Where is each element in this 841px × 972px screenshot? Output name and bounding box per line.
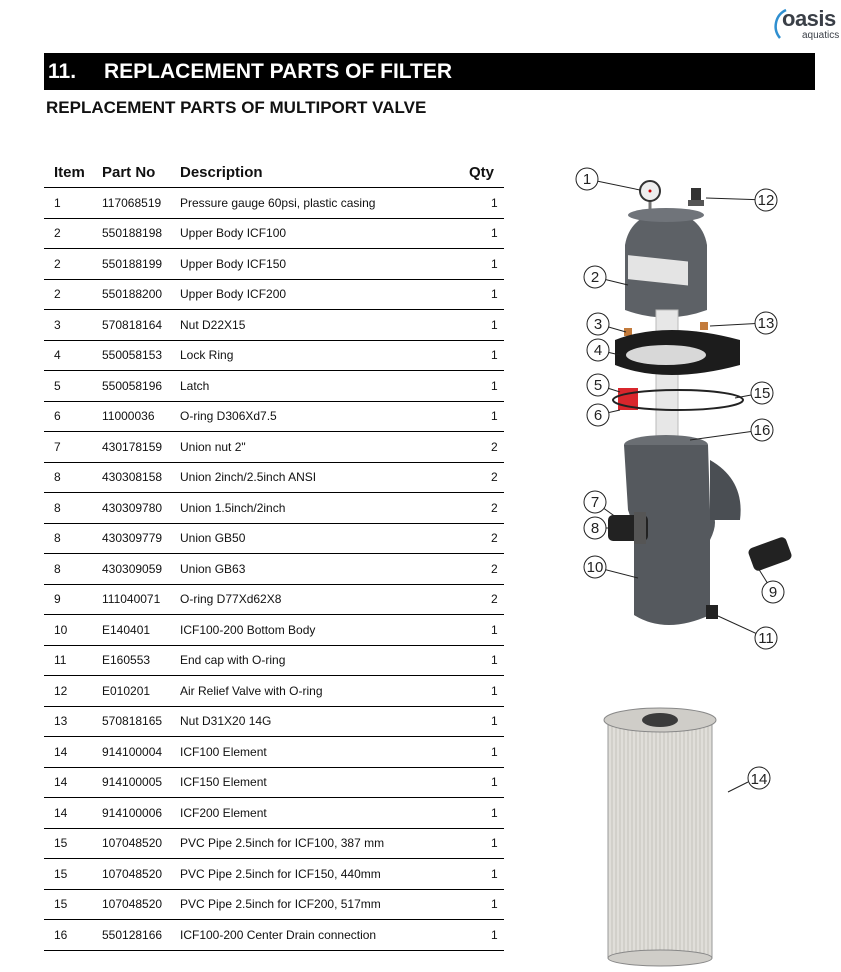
cell-description: Upper Body ICF200 xyxy=(170,279,425,310)
cell-part-no: 550058196 xyxy=(92,371,170,402)
filter-element-diagram xyxy=(560,700,820,968)
cell-item: 6 xyxy=(44,401,92,432)
cell-part-no: 430178159 xyxy=(92,432,170,463)
header-qty: Qty xyxy=(425,158,504,188)
cell-qty: 2 xyxy=(425,462,504,493)
cell-qty: 1 xyxy=(425,249,504,280)
cell-qty: 1 xyxy=(425,920,504,951)
cell-description: Latch xyxy=(170,371,425,402)
table-row xyxy=(44,737,504,768)
callout-label: 1 xyxy=(582,171,592,188)
section-header xyxy=(44,53,815,90)
callout-label: 3 xyxy=(593,316,603,333)
cell-part-no: 550188199 xyxy=(92,249,170,280)
cell-description: Union nut 2" xyxy=(170,432,425,463)
logo-tagline: aquatics xyxy=(802,30,840,41)
table-row xyxy=(44,798,504,829)
cell-part-no: 111040071 xyxy=(92,584,170,615)
table-row xyxy=(44,249,504,280)
cell-item: 13 xyxy=(44,706,92,737)
callout-label: 6 xyxy=(593,407,603,424)
logo-name: oasis xyxy=(782,6,836,31)
callout-label: 9 xyxy=(768,584,778,601)
cell-item: 8 xyxy=(44,493,92,524)
cell-part-no: 914100004 xyxy=(92,737,170,768)
cell-part-no: 11000036 xyxy=(92,401,170,432)
cell-qty: 2 xyxy=(425,432,504,463)
cell-item: 7 xyxy=(44,432,92,463)
table-row xyxy=(44,859,504,890)
cell-description: Union 1.5inch/2inch xyxy=(170,493,425,524)
cell-description: ICF100 Element xyxy=(170,737,425,768)
cell-description: Upper Body ICF100 xyxy=(170,218,425,249)
nut-d31-icon xyxy=(700,322,708,330)
cell-qty: 1 xyxy=(425,188,504,219)
cell-qty: 1 xyxy=(425,798,504,829)
cell-qty: 2 xyxy=(425,584,504,615)
table-row xyxy=(44,401,504,432)
cell-qty: 1 xyxy=(425,310,504,341)
callout-label: 5 xyxy=(593,377,603,394)
callout-label: 11 xyxy=(758,630,774,647)
cell-part-no: E010201 xyxy=(92,676,170,707)
cell-part-no: 550188198 xyxy=(92,218,170,249)
cell-part-no: 430309779 xyxy=(92,523,170,554)
cell-item: 16 xyxy=(44,920,92,951)
filter-exploded-diagram xyxy=(560,160,840,660)
filter-element-icon xyxy=(604,708,716,966)
cell-item: 14 xyxy=(44,798,92,829)
table-row xyxy=(44,279,504,310)
parts-table xyxy=(44,158,504,951)
lock-ring-icon xyxy=(615,330,740,375)
callout-label-14: 14 xyxy=(750,771,768,788)
cell-item: 3 xyxy=(44,310,92,341)
cell-part-no: 550128166 xyxy=(92,920,170,951)
cell-description: ICF100-200 Bottom Body xyxy=(170,615,425,646)
cell-item: 2 xyxy=(44,279,92,310)
callout-label: 4 xyxy=(593,342,603,359)
cell-part-no: E140401 xyxy=(92,615,170,646)
cell-description: Lock Ring xyxy=(170,340,425,371)
cell-description: Union GB63 xyxy=(170,554,425,585)
table-row xyxy=(44,554,504,585)
cell-part-no: 430309780 xyxy=(92,493,170,524)
table-header-row xyxy=(44,158,504,188)
table-row xyxy=(44,645,504,676)
cell-item: 15 xyxy=(44,859,92,890)
cell-item: 14 xyxy=(44,767,92,798)
table-row xyxy=(44,462,504,493)
callout-label: 7 xyxy=(590,494,600,511)
cell-description: Union 2inch/2.5inch ANSI xyxy=(170,462,425,493)
cell-part-no: 430308158 xyxy=(92,462,170,493)
cell-qty: 1 xyxy=(425,340,504,371)
cell-item: 9 xyxy=(44,584,92,615)
table-row xyxy=(44,584,504,615)
callout-label: 12 xyxy=(757,192,775,209)
air-relief-valve-icon xyxy=(688,188,704,206)
cell-qty: 2 xyxy=(425,523,504,554)
cell-qty: 1 xyxy=(425,859,504,890)
cell-part-no: 107048520 xyxy=(92,859,170,890)
table-row xyxy=(44,615,504,646)
cell-part-no: 570818165 xyxy=(92,706,170,737)
callout-label: 8 xyxy=(590,520,600,537)
callout-label: 2 xyxy=(590,269,600,286)
cell-description: Upper Body ICF150 xyxy=(170,249,425,280)
cell-qty: 2 xyxy=(425,554,504,585)
cell-part-no: 107048520 xyxy=(92,828,170,859)
cell-qty: 1 xyxy=(425,706,504,737)
header-description: Description xyxy=(170,158,425,188)
cell-description: PVC Pipe 2.5inch for ICF100, 387 mm xyxy=(170,828,425,859)
cell-qty: 1 xyxy=(425,615,504,646)
cell-item: 2 xyxy=(44,249,92,280)
cell-part-no: 550188200 xyxy=(92,279,170,310)
cell-description: Nut D31X20 14G xyxy=(170,706,425,737)
cell-qty: 1 xyxy=(425,676,504,707)
cell-description: O-ring D306Xd7.5 xyxy=(170,401,425,432)
cell-part-no: 914100005 xyxy=(92,767,170,798)
callout-label: 13 xyxy=(757,315,775,332)
cell-item: 12 xyxy=(44,676,92,707)
end-cap-icon xyxy=(706,605,718,619)
table-row xyxy=(44,889,504,920)
header-item: Item xyxy=(44,158,92,188)
table-row xyxy=(44,432,504,463)
cell-description: O-ring D77Xd62X8 xyxy=(170,584,425,615)
header-part-no: Part No xyxy=(92,158,170,188)
callout-label: 16 xyxy=(753,422,771,439)
cell-description: PVC Pipe 2.5inch for ICF200, 517mm xyxy=(170,889,425,920)
cell-item: 1 xyxy=(44,188,92,219)
cell-qty: 1 xyxy=(425,218,504,249)
cell-qty: 1 xyxy=(425,645,504,676)
table-row xyxy=(44,310,504,341)
cell-item: 15 xyxy=(44,889,92,920)
section-number: 11. xyxy=(48,59,77,83)
table-row xyxy=(44,340,504,371)
section-title: REPLACEMENT PARTS OF FILTER xyxy=(104,59,453,83)
cell-item: 2 xyxy=(44,218,92,249)
cell-description: ICF150 Element xyxy=(170,767,425,798)
upper-body-icon xyxy=(625,208,707,318)
table-row xyxy=(44,828,504,859)
cell-item: 15 xyxy=(44,828,92,859)
cell-description: End cap with O-ring xyxy=(170,645,425,676)
cell-part-no: 107048520 xyxy=(92,889,170,920)
cell-qty: 1 xyxy=(425,371,504,402)
cell-item: 8 xyxy=(44,523,92,554)
cell-qty: 1 xyxy=(425,737,504,768)
cell-description: Nut D22X15 xyxy=(170,310,425,341)
table-row xyxy=(44,706,504,737)
cell-part-no: 117068519 xyxy=(92,188,170,219)
cell-part-no: 550058153 xyxy=(92,340,170,371)
cell-description: PVC Pipe 2.5inch for ICF150, 440mm xyxy=(170,859,425,890)
cell-part-no: 570818164 xyxy=(92,310,170,341)
table-row xyxy=(44,676,504,707)
cell-qty: 2 xyxy=(425,493,504,524)
callout-label: 10 xyxy=(586,559,604,576)
cell-item: 11 xyxy=(44,645,92,676)
element-leader-line xyxy=(728,782,748,792)
union-left-icon xyxy=(608,512,648,544)
cell-qty: 1 xyxy=(425,279,504,310)
cell-description: Air Relief Valve with O-ring xyxy=(170,676,425,707)
table-row xyxy=(44,767,504,798)
cell-item: 8 xyxy=(44,554,92,585)
cell-description: Union GB50 xyxy=(170,523,425,554)
cell-item: 5 xyxy=(44,371,92,402)
oasis-logo xyxy=(772,4,840,44)
table-row xyxy=(44,523,504,554)
cell-description: ICF200 Element xyxy=(170,798,425,829)
cell-part-no: 914100006 xyxy=(92,798,170,829)
table-row xyxy=(44,218,504,249)
table-row xyxy=(44,188,504,219)
cell-qty: 1 xyxy=(425,828,504,859)
table-row xyxy=(44,920,504,951)
callout-label: 15 xyxy=(753,385,771,402)
union-right-icon xyxy=(747,536,793,572)
cell-item: 4 xyxy=(44,340,92,371)
cell-item: 14 xyxy=(44,737,92,768)
cell-description: Pressure gauge 60psi, plastic casing xyxy=(170,188,425,219)
page-subtitle: REPLACEMENT PARTS OF MULTIPORT VALVE xyxy=(46,98,427,117)
cell-part-no: 430309059 xyxy=(92,554,170,585)
cell-qty: 1 xyxy=(425,889,504,920)
cell-description: ICF100-200 Center Drain connection xyxy=(170,920,425,951)
cell-qty: 1 xyxy=(425,401,504,432)
cell-item: 8 xyxy=(44,462,92,493)
cell-item: 10 xyxy=(44,615,92,646)
table-row xyxy=(44,371,504,402)
cell-qty: 1 xyxy=(425,767,504,798)
table-row xyxy=(44,493,504,524)
cell-part-no: E160553 xyxy=(92,645,170,676)
